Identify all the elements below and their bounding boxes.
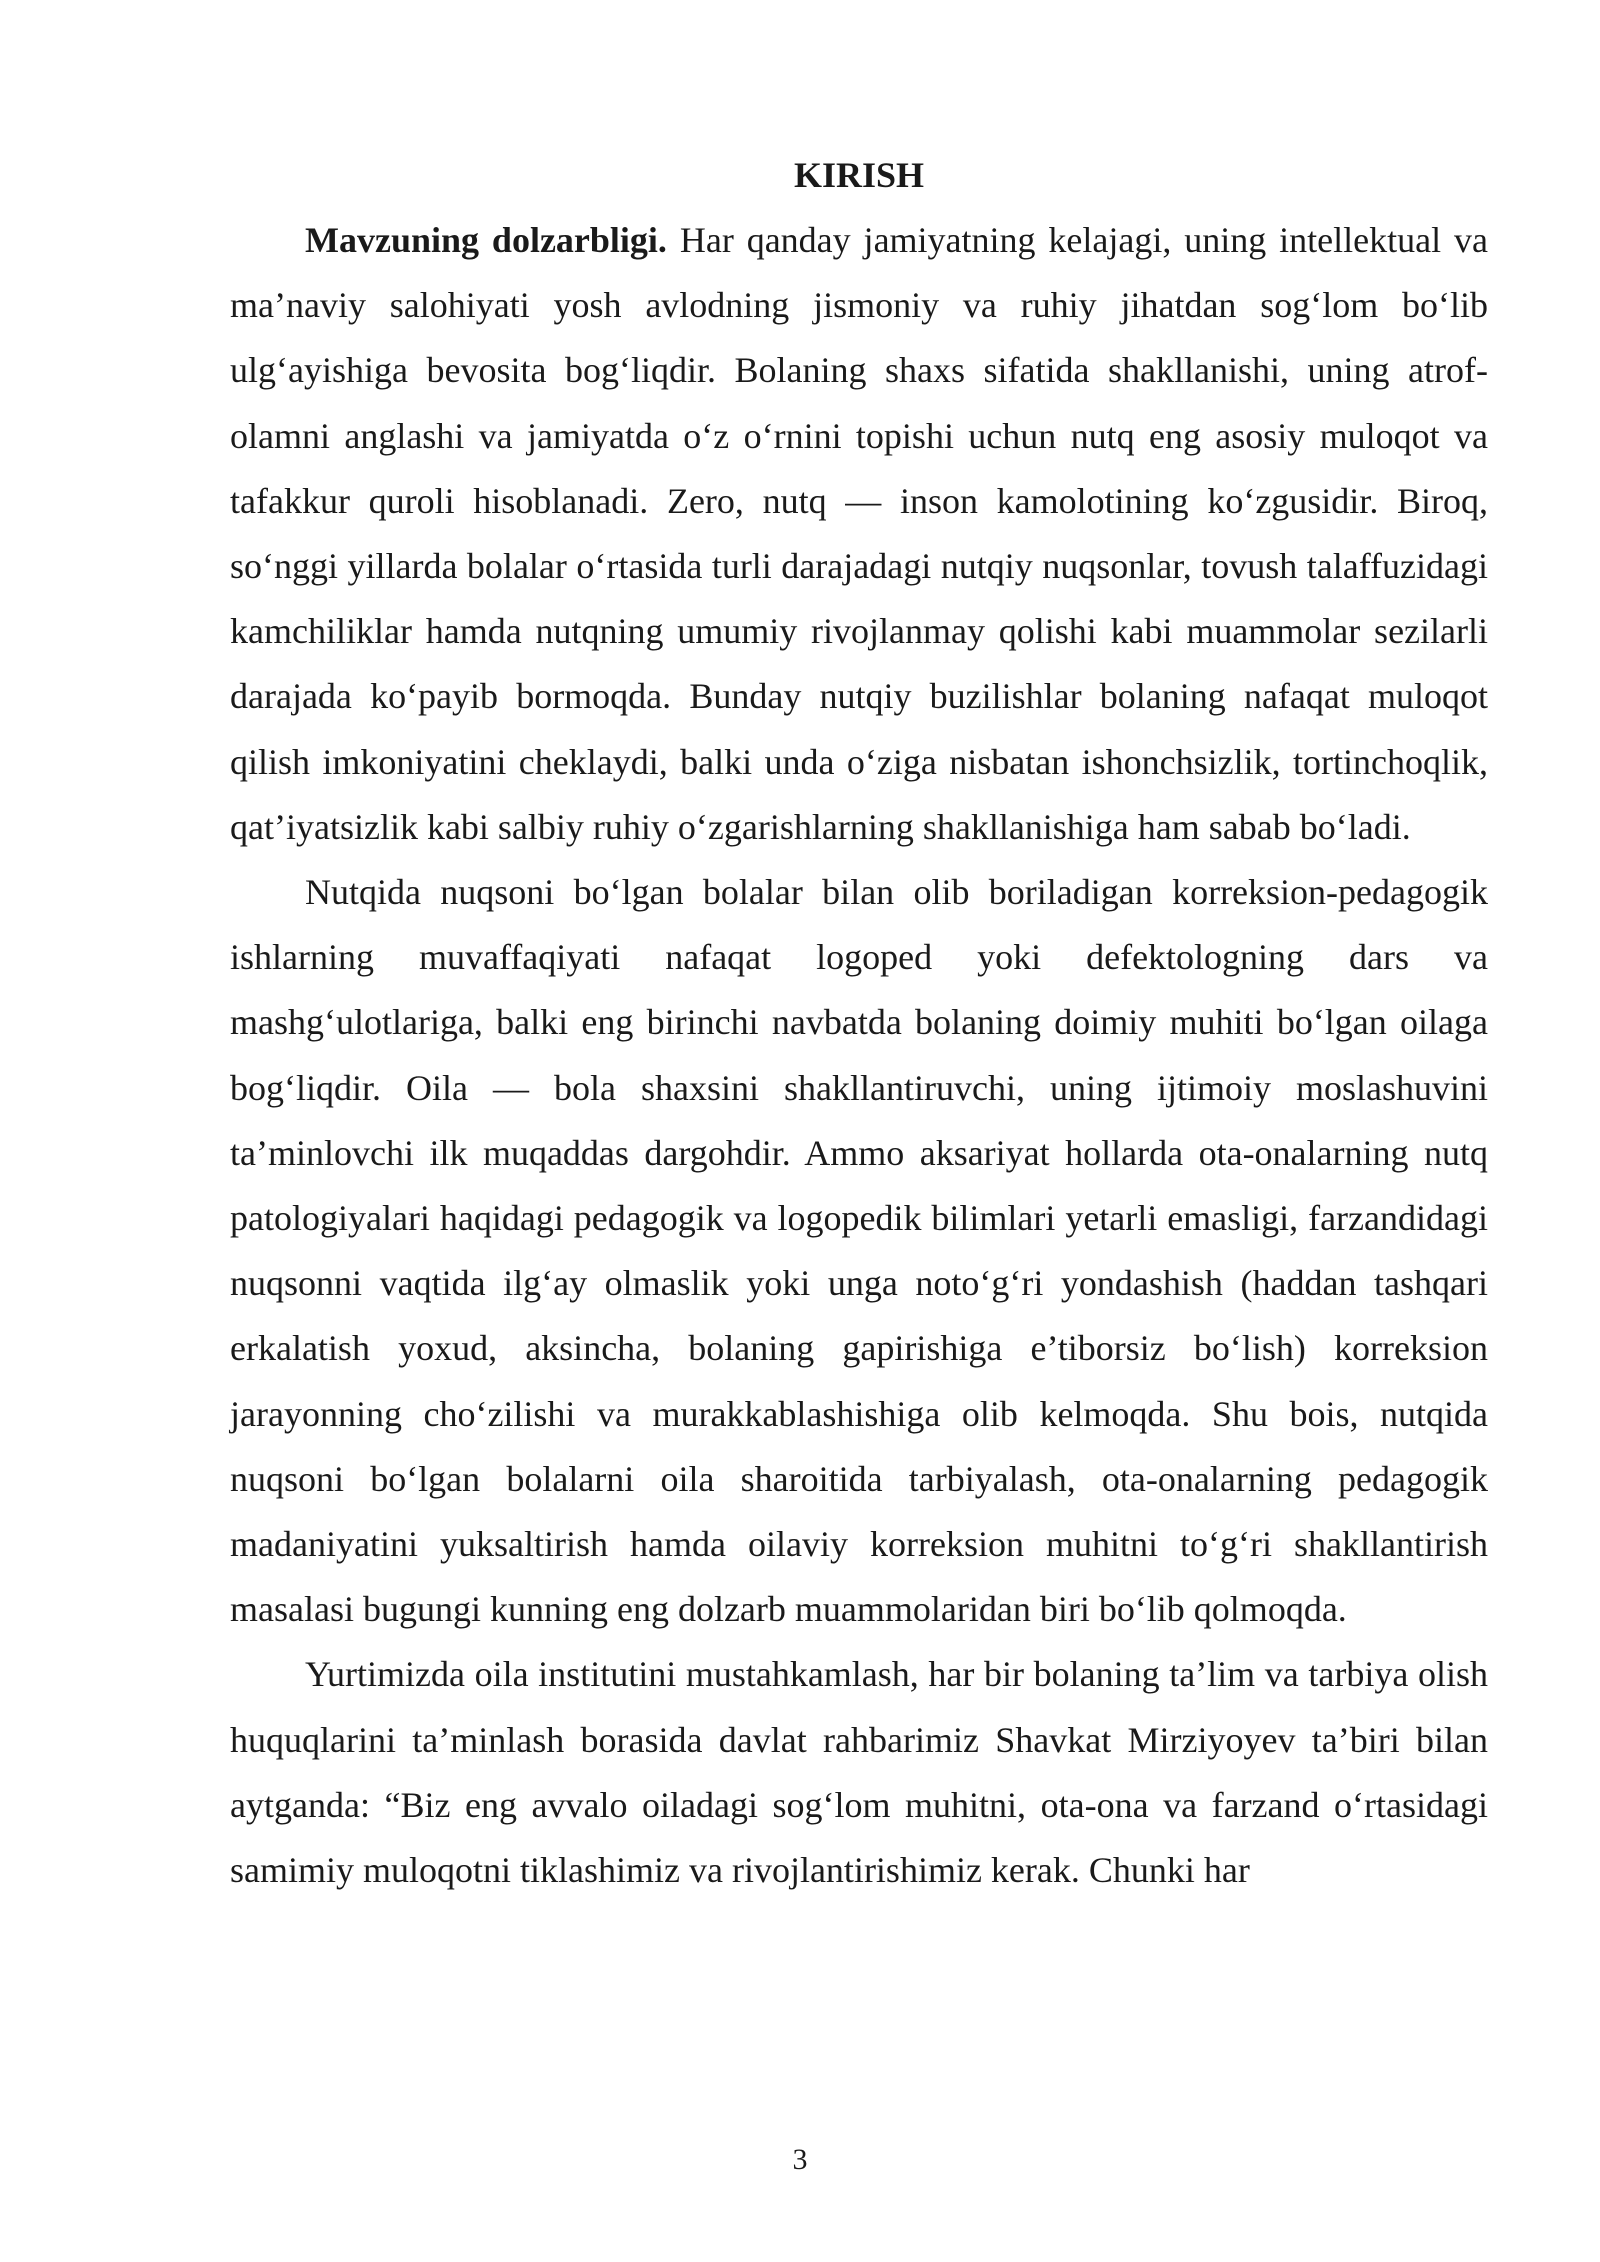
section-heading: KIRISH (793, 155, 925, 195)
paragraph-family-role (230, 860, 1488, 1642)
paragraph-relevance (230, 208, 1488, 860)
page-number: 3 (792, 2143, 808, 2176)
paragraph-lead: Mavzuning dolzarbligi. (305, 220, 667, 260)
paragraph-text: Har qanday jamiyatning kelajagi, uning intellektual va ma’naviy salohiyati yosh avlodning jismoniy va ruhiy jihatdan sog‘lom bo‘lib ulg‘ayishiga bevosita bog‘liqdir. Bolaning shaxs sifatida shakllanishi, uning atrof-olamni anglashi va jamiyatda o‘z o‘rnini topishi uchun nutq eng asosiy muloqot va tafakkur quroli hisoblanadi. Zero, nutq — inson kamolotining ko‘zgusidir. Biroq, so‘nggi yillarda bolalar o‘rtasida turli darajadagi nutqiy nuqsonlar, tovush talaffuzidagi kamchiliklar hamda nutqning umumiy rivojlanmay qolishi kabi muammolar sezilarli darajada ko‘payib bormoqda. Bunday nutqiy buzilishlar bolaning nafaqat muloqot qilish imkoniyatini cheklaydi, balki unda o‘ziga nisbatan ishonchsizlik, tortinchoqlik, qat’iyatsizlik kabi salbiy ruhiy o‘zgarishlarning shakllanishiga ham sabab bo‘ladi. (230, 220, 1488, 847)
paragraph-state-policy (230, 1642, 1488, 1903)
paragraph-text: Nutqida nuqsoni bo‘lgan bolalar bilan olib boriladigan korreksion-pedagogik ishlarning muvaffaqiyati nafaqat logoped yoki defektologning dars va mashg‘ulotlariga, balki eng birinchi navbatda bolaning doimiy muhiti bo‘lgan oilaga bog‘liqdir. Oila — bola shaxsini shakllantiruvchi, uning ijtimoiy moslashuvini ta’minlovchi ilk muqaddas dargohdir. Ammo aksariyat hollarda ota-onalarning nutq patologiyalari haqidagi pedagogik va logopedik bilimlari yetarli emasligi, farzandidagi nuqsonni vaqtida ilg‘ay olmaslik yoki unga noto‘g‘ri yondashish (haddan tashqari erkalatish yoxud, aksincha, bolaning gapirishiga e’tiborsiz bo‘lish) korreksion jarayonning cho‘zilishi va murakkablashishiga olib kelmoqda. Shu bois, nutqida nuqsoni bo‘lgan bolalarni oila sharoitida tarbiyalash, ota-onalarning pedagogik madaniyatini yuksaltirish hamda oilaviy korreksion muhitni to‘g‘ri shakllantirish masalasi bugungi kunning eng dolzarb muammolaridan biri bo‘lib qolmoqda. (230, 872, 1488, 1630)
document-page (230, 148, 1488, 1903)
paragraph-text: Yurtimizda oila institutini mustahkamlash, har bir bolaning ta’lim va tarbiya olish huquqlarini ta’minlash borasida davlat rahbarimiz Shavkat Mirziyoyev ta’biri bilan aytganda: “Biz eng avvalo oiladagi sog‘lom muhitni, ota-ona va farzand o‘rtasidagi samimiy muloqotni tiklashimiz va rivojlantirishimiz kerak. Chunki har (230, 1654, 1488, 1891)
